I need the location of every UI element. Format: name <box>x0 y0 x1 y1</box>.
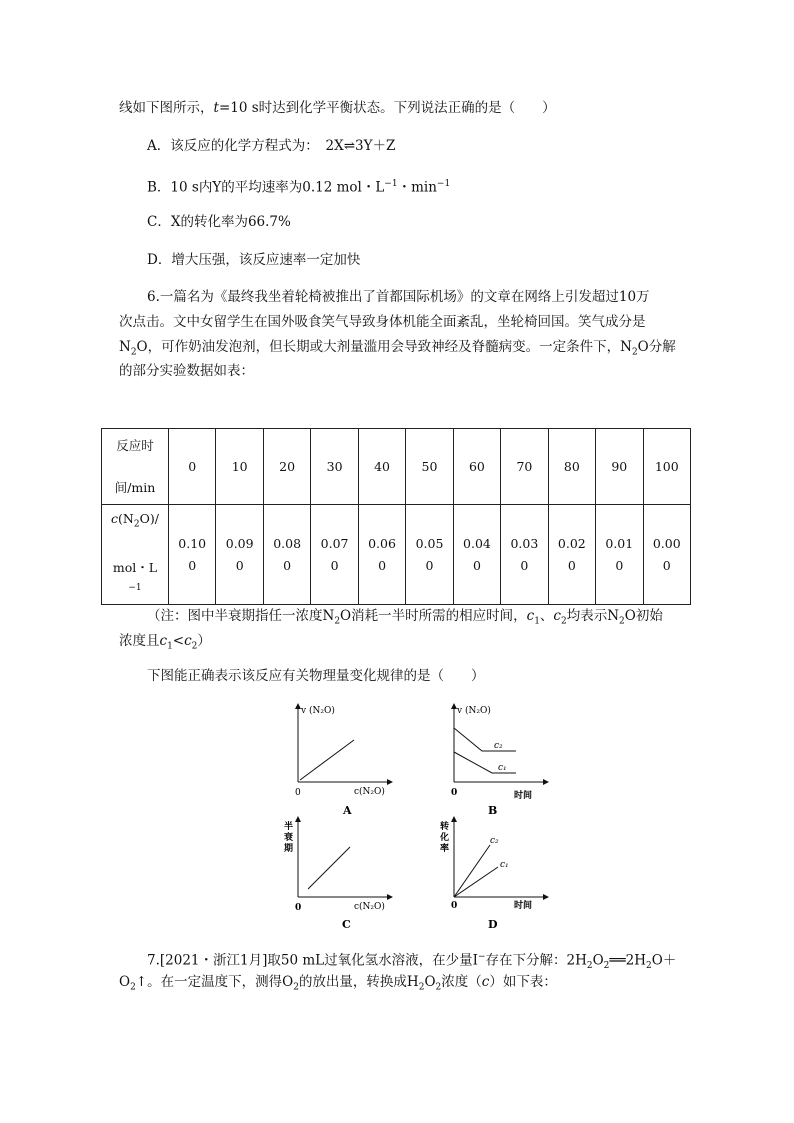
graph-b-caption: B <box>488 804 498 817</box>
table-row-time <box>102 429 691 505</box>
table-cell-time: 10 <box>216 429 263 505</box>
graph-d-line-c1 <box>454 867 498 897</box>
graph-c-origin: 0 <box>295 903 302 913</box>
table-cell-time: 20 <box>263 429 310 505</box>
graph-d-caption: D <box>488 918 498 931</box>
q6-line1: 6.一篇名为《最终我坐着轮椅被推出了首都国际机场》的文章在网络上引发超过10万 <box>147 289 650 305</box>
graph-b-line-c2 <box>454 728 516 751</box>
q5-stem: 线如下图所示，t=10 s时达到化学平衡状态。下列说法正确的是（ ） <box>119 100 556 116</box>
q6-line2: 次点击。文中女留学生在国外吸食笑气导致身体机能全面紊乱，坐轮椅回国。笑气成分是 <box>119 314 646 330</box>
table-cell-time: 40 <box>358 429 405 505</box>
q6-note-line2: 浓度且$c_1<c_2$） <box>119 633 211 652</box>
table-cell-concentration: 0.06 0 <box>358 505 405 605</box>
graph-d-label-c1: c₁ <box>500 860 509 870</box>
table-cell-time: 100 <box>643 429 690 505</box>
table-cell-concentration: 0.01 0 <box>596 505 643 605</box>
table-cell-concentration: 0.05 0 <box>406 505 453 605</box>
table-cell-concentration: 0.02 0 <box>548 505 595 605</box>
graph-c-ylabel-1: 半 <box>284 822 294 832</box>
table-header-time: 反应时 间/min <box>102 429 169 505</box>
q5-option-c: C．X的转化率为66.7% <box>147 214 291 230</box>
graph-d-xlabel: 时间 <box>514 901 533 911</box>
graph-d-line-c2 <box>454 845 490 897</box>
q5-option-b: B．10 s内Y的平均速率为0.12 mol・$L^{-1}$・$\min^{-1}$ <box>147 179 451 196</box>
q5-option-d: D．增大压强，该反应速率一定加快 <box>147 252 361 268</box>
graph-b-xlabel: 时间 <box>514 791 533 801</box>
graph-a-ylabel: v (N₂O) <box>301 706 335 716</box>
graph-d-ylabel-1: 转 <box>440 822 450 832</box>
graph-c <box>284 815 396 935</box>
table-cell-time: 90 <box>596 429 643 505</box>
graph-c-ylabel-3: 期 <box>284 844 294 854</box>
graph-c-ylabel-2: 衰 <box>284 833 294 843</box>
q6-note-line1: （注：图中半衰期指任一浓度$N_2O$消耗一半时所需的相应时间，$c_1$、$c_2$均表示$N_2O$初始 <box>147 608 663 627</box>
table-cell-time: 50 <box>406 429 453 505</box>
graph-b-line-c1 <box>454 752 516 773</box>
graph-a-line <box>300 740 354 780</box>
q7-line1: 7.[2021・浙江1月]取50 mL过氧化氢水溶液，在少量I−存在下分解：$2H_2O_2══2H_2O+$ <box>147 952 677 972</box>
table-cell-concentration: 0.09 0 <box>216 505 263 605</box>
table-cell-concentration: 0.07 0 <box>311 505 358 605</box>
graph-b <box>442 700 552 820</box>
graph-d-ylabel-3: 率 <box>440 844 450 854</box>
table-cell-time: 80 <box>548 429 595 505</box>
table-cell-concentration: 0.00 0 <box>643 505 690 605</box>
table-cell-time: 60 <box>453 429 500 505</box>
q6-question: 下图能正确表示该反应有关物理量变化规律的是（ ） <box>147 668 485 684</box>
graph-b-origin: 0 <box>451 788 458 798</box>
table-cell-concentration: 0.08 0 <box>263 505 310 605</box>
graph-d-ylabel-2: 化 <box>440 833 450 843</box>
graph-d-origin: 0 <box>451 901 458 911</box>
graph-c-xlabel: c(N₂O) <box>354 902 385 912</box>
graph-c-caption: C <box>342 918 351 931</box>
table-cell-concentration: 0.04 0 <box>453 505 500 605</box>
graph-d <box>438 815 552 935</box>
q5-option-a: A．该反应的化学方程式为： 2X⇌3Y＋Z <box>147 138 396 154</box>
table-cell-time: 70 <box>501 429 548 505</box>
q6-line3: $N_2O$，可作奶油发泡剂，但长期或大剂量滥用会导致神经及脊髓病变。一定条件下，$N_2O$分解 <box>119 339 676 358</box>
table-cell-time: 30 <box>311 429 358 505</box>
table-row-concentration <box>102 505 691 605</box>
graph-b-label-c2: c₂ <box>494 741 503 751</box>
table-header-concentration: $c(N_2O)/$ mol・L $^{-1}$ <box>102 505 169 605</box>
graph-a-xlabel: c(N₂O) <box>354 787 385 797</box>
graph-a-origin: 0 <box>295 788 301 798</box>
n2o-data-table <box>101 428 691 605</box>
table-cell-concentration: 0.03 0 <box>501 505 548 605</box>
q6-line4: 的部分实验数据如表： <box>119 363 254 379</box>
graph-d-label-c2: c₂ <box>490 836 499 846</box>
graph-a <box>286 700 396 820</box>
q7-line2: $O_2↑$。在一定温度下，测得$O_2$的放出量，转换成$H_2O_2$浓度（c）如下表： <box>119 974 557 993</box>
table-cell-concentration: 0.10 0 <box>169 505 216 605</box>
table-cell-time: 0 <box>169 429 216 505</box>
graph-b-ylabel: v (N₂O) <box>457 706 491 716</box>
graph-c-line <box>308 847 350 889</box>
graph-a-caption: A <box>343 804 352 817</box>
graph-b-label-c1: c₁ <box>498 763 507 773</box>
